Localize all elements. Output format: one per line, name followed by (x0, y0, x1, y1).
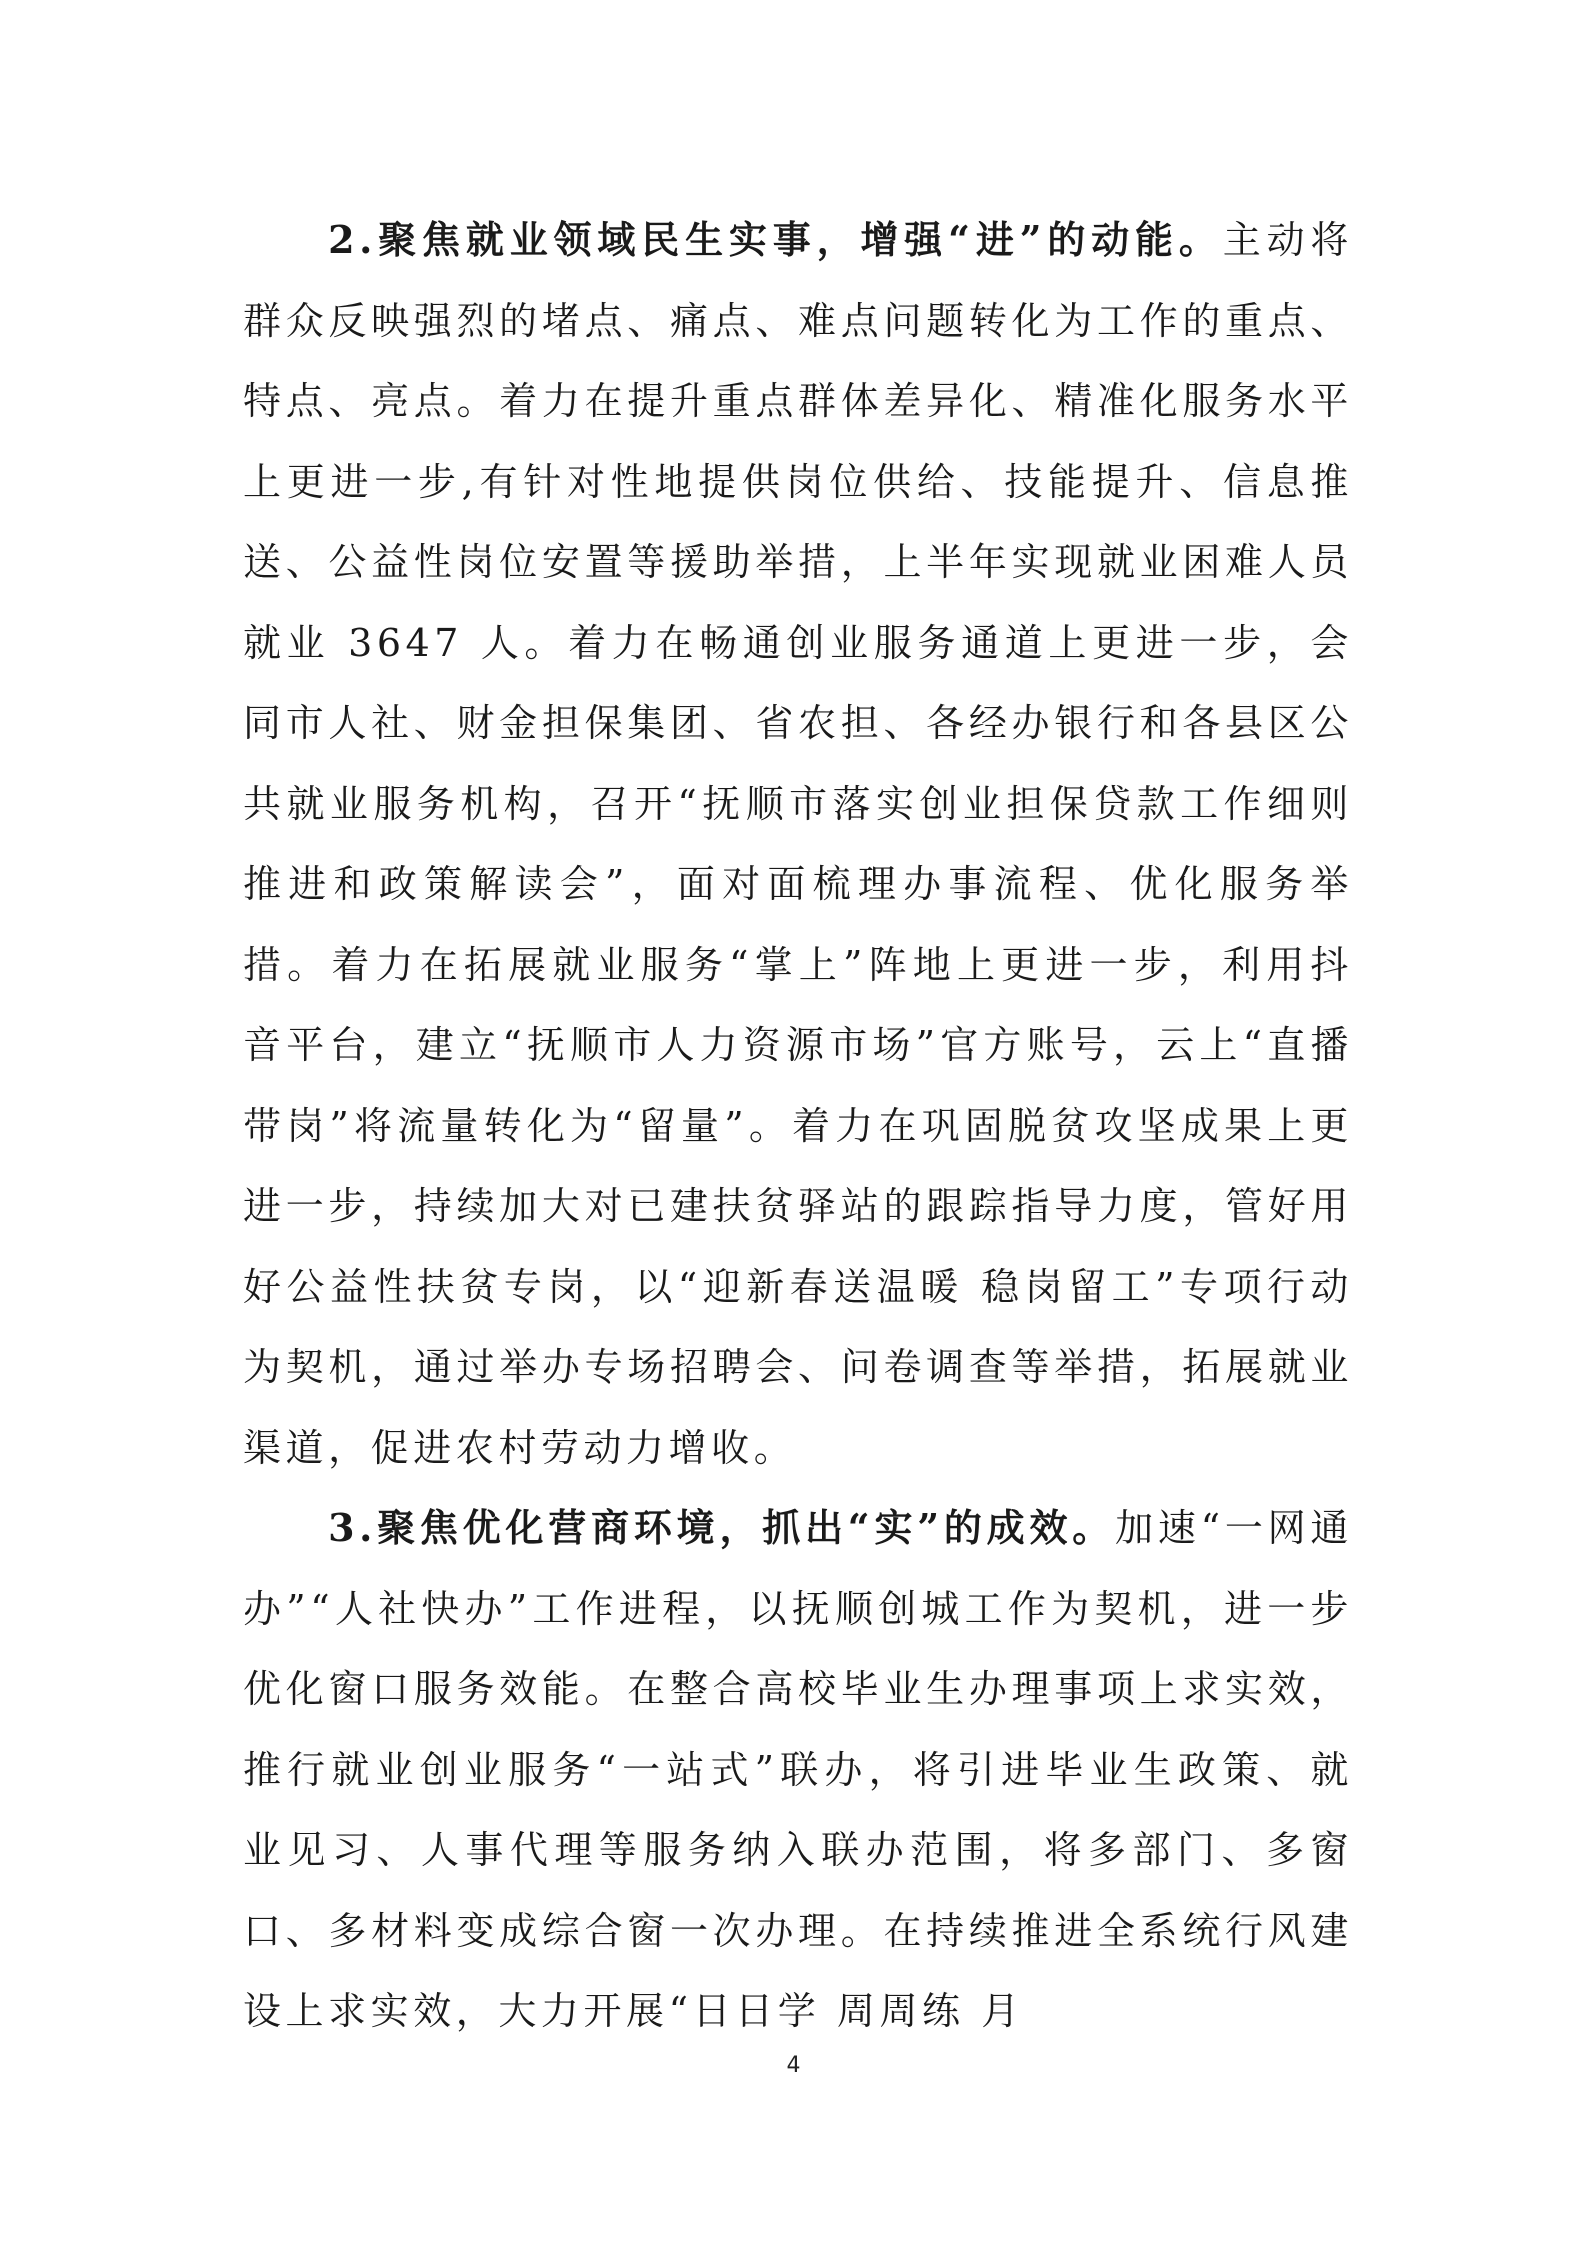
page-number: 4 (786, 2053, 801, 2078)
paragraph-employment (243, 200, 1353, 1488)
paragraph-body: 主动将群众反映强烈的堵点、痛点、难点问题转化为工作的重点、特点、亮点。着力在提升重点群体差异化、精准化服务水平上更进一步,有针对性地提供岗位供给、技能提升、信息推送、公益性岗位安置等援助举措，上半年实现就业困难人员就业 3647 人。着力在畅通创业服务通道上更进一步，会同市人社、财金担保集团、省农担、各经办银行和各县区公共就业服务机构，召开“抚顺市落实创业担保贷款工作细则推进和政策解读会”，面对面梳理办事流程、优化服务举措。着力在拓展就业服务“掌上”阵地上更进一步，利用抖音平台，建立“抚顺市人力资源市场”官方账号，云上“直播带岗”将流量转化为“留量”。着力在巩固脱贫攻坚成果上更进一步，持续加大对已建扶贫驿站的跟踪指导力度，管好用好公益性扶贫专岗，以“迎新春送温暖 稳岗留工”专项行动为契机，通过举办专场招聘会、问卷调查等举措，拓展就业渠道，促进农村劳动力增收。 (243, 218, 1353, 1470)
paragraph-body: 加速“一网通办”“人社快办”工作进程，以抚顺创城工作为契机，进一步优化窗口服务效能。在整合高校毕业生办理事项上求实效，推行就业创业服务“一站式”联办，将引进毕业生政策、就业见习、人事代理等服务纳入联办范围，将多部门、多窗口、多材料变成综合窗一次办理。在持续推进全系统行风建设上求实效，大力开展“日日学 周周练 月 (243, 1506, 1353, 2033)
paragraph-heading: 2.聚焦就业领域民生实事，增强“进”的动能。 (328, 217, 1223, 262)
paragraph-business-environment (243, 1488, 1353, 2052)
body-text (243, 200, 1353, 2052)
paragraph-heading: 3.聚焦优化营商环境，抓出“实”的成效。 (328, 1505, 1116, 1550)
